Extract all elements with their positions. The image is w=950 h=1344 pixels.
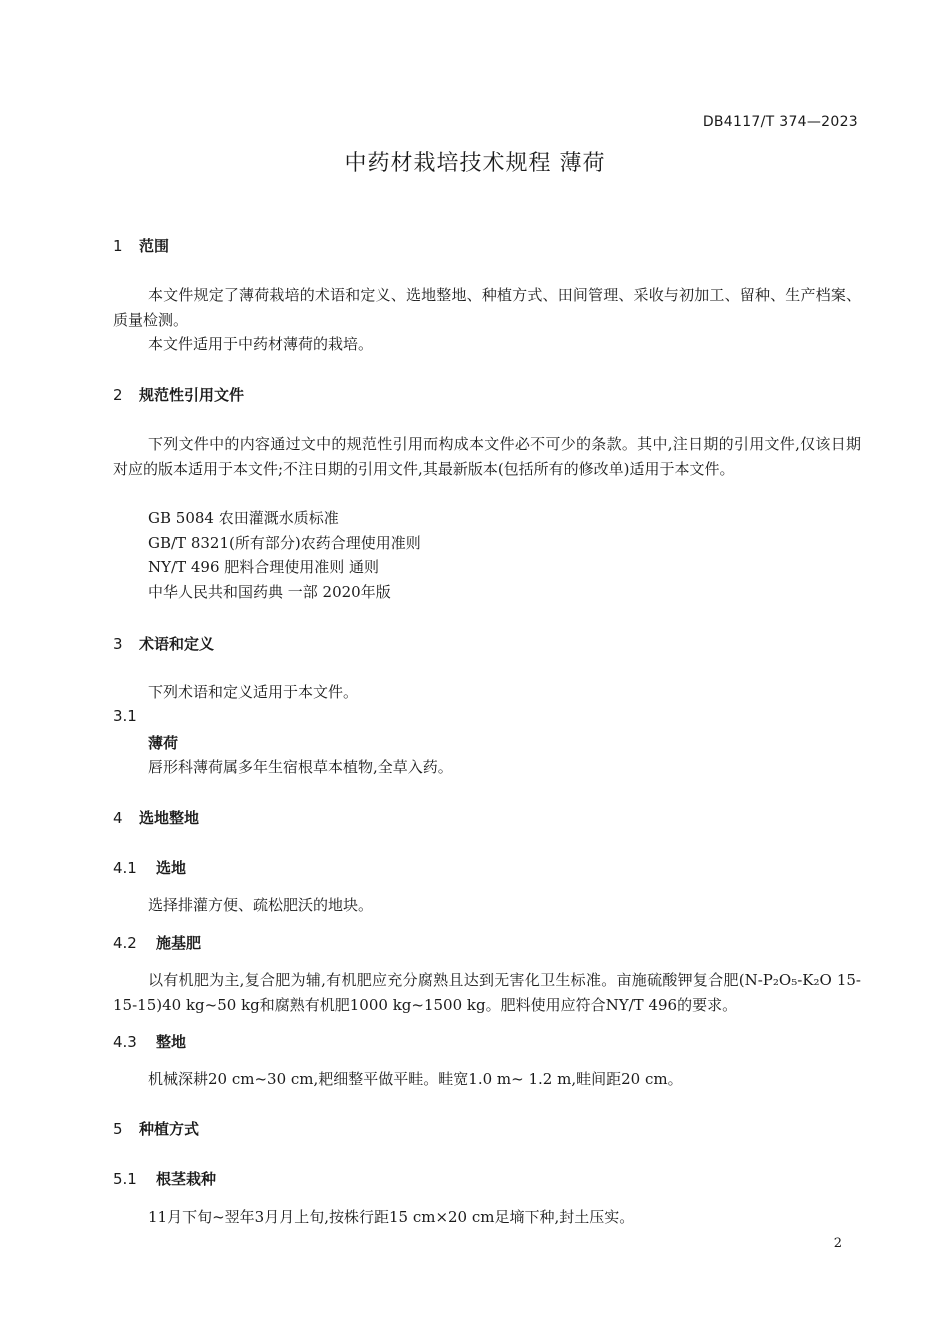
reference-item: 中华人民共和国药典 一部 2020年版 bbox=[148, 583, 391, 601]
section-3-heading bbox=[113, 633, 214, 654]
section-title: 选地整地 bbox=[139, 809, 200, 827]
section-2-heading bbox=[113, 384, 244, 405]
subsection-title: 选地 bbox=[156, 859, 187, 877]
section-4-heading bbox=[113, 807, 199, 828]
paragraph: 以有机肥为主,复合肥为辅,有机肥应充分腐熟且达到无害化卫生标准。亩施硫酸钾复合肥(N-P₂O₅-K₂O 15-15-15)40 kg~50 kg和腐熟有机肥1000 kg~1500 kg。肥料使用应符合NY/T 496的要求。 bbox=[113, 971, 861, 1014]
page-number: 2 bbox=[833, 1236, 842, 1251]
term-number: 3.1 bbox=[113, 707, 137, 725]
paragraph: 本文件适用于中药材薄荷的栽培。 bbox=[148, 335, 374, 353]
subsection-4-1-heading bbox=[113, 857, 186, 878]
section-number: 4 bbox=[113, 809, 123, 827]
paragraph: 机械深耕20 cm~30 cm,耙细整平做平畦。畦宽1.0 m~ 1.2 m,畦间距20 cm。 bbox=[148, 1070, 683, 1088]
subsection-title: 根茎栽种 bbox=[156, 1170, 217, 1188]
document-code: DB4117/T 374—2023 bbox=[702, 114, 858, 130]
paragraph: 选择排灌方便、疏松肥沃的地块。 bbox=[148, 896, 374, 914]
subsection-number: 4.2 bbox=[113, 934, 137, 952]
document-title: 中药材栽培技术规程 薄荷 bbox=[344, 151, 606, 176]
section-number: 1 bbox=[113, 237, 123, 255]
section-1-heading bbox=[113, 235, 169, 256]
subsection-number: 5.1 bbox=[113, 1170, 137, 1188]
section-title: 术语和定义 bbox=[139, 635, 215, 653]
subsection-title: 施基肥 bbox=[156, 934, 202, 952]
subsection-4-3-heading bbox=[113, 1031, 186, 1052]
subsection-title: 整地 bbox=[156, 1033, 187, 1051]
reference-item: GB/T 8321(所有部分)农药合理使用准则 bbox=[148, 534, 421, 552]
section-title: 范围 bbox=[139, 237, 170, 255]
paragraph: 11月下旬~翌年3月月上旬,按株行距15 cm×20 cm足墒下种,封土压实。 bbox=[148, 1208, 635, 1226]
section-number: 2 bbox=[113, 386, 123, 404]
section-number: 5 bbox=[113, 1120, 123, 1138]
subsection-number: 4.1 bbox=[113, 859, 137, 877]
paragraph: 下列术语和定义适用于本文件。 bbox=[148, 683, 359, 701]
section-5-heading bbox=[113, 1118, 199, 1139]
subsection-5-1-heading bbox=[113, 1168, 216, 1189]
reference-item: NY/T 496 肥料合理使用准则 通则 bbox=[148, 558, 380, 576]
subsection-4-2-heading bbox=[113, 932, 201, 953]
paragraph: 本文件规定了薄荷栽培的术语和定义、选地整地、种植方式、田间管理、采收与初加工、留种、生产档案、质量检测。 bbox=[113, 286, 861, 329]
paragraph: 下列文件中的内容通过文中的规范性引用而构成本文件必不可少的条款。其中,注日期的引用文件,仅该日期对应的版本适用于本文件;不注日期的引用文件,其最新版本(包括所有的修改单)适用于本文件。 bbox=[113, 435, 861, 478]
section-title: 种植方式 bbox=[139, 1120, 200, 1138]
term-name: 薄荷 bbox=[148, 734, 179, 752]
section-title: 规范性引用文件 bbox=[139, 386, 245, 404]
reference-item: GB 5084 农田灌溉水质标准 bbox=[148, 509, 339, 527]
term-definition: 唇形科薄荷属多年生宿根草本植物,全草入药。 bbox=[148, 758, 453, 776]
section-number: 3 bbox=[113, 635, 123, 653]
subsection-number: 4.3 bbox=[113, 1033, 137, 1051]
